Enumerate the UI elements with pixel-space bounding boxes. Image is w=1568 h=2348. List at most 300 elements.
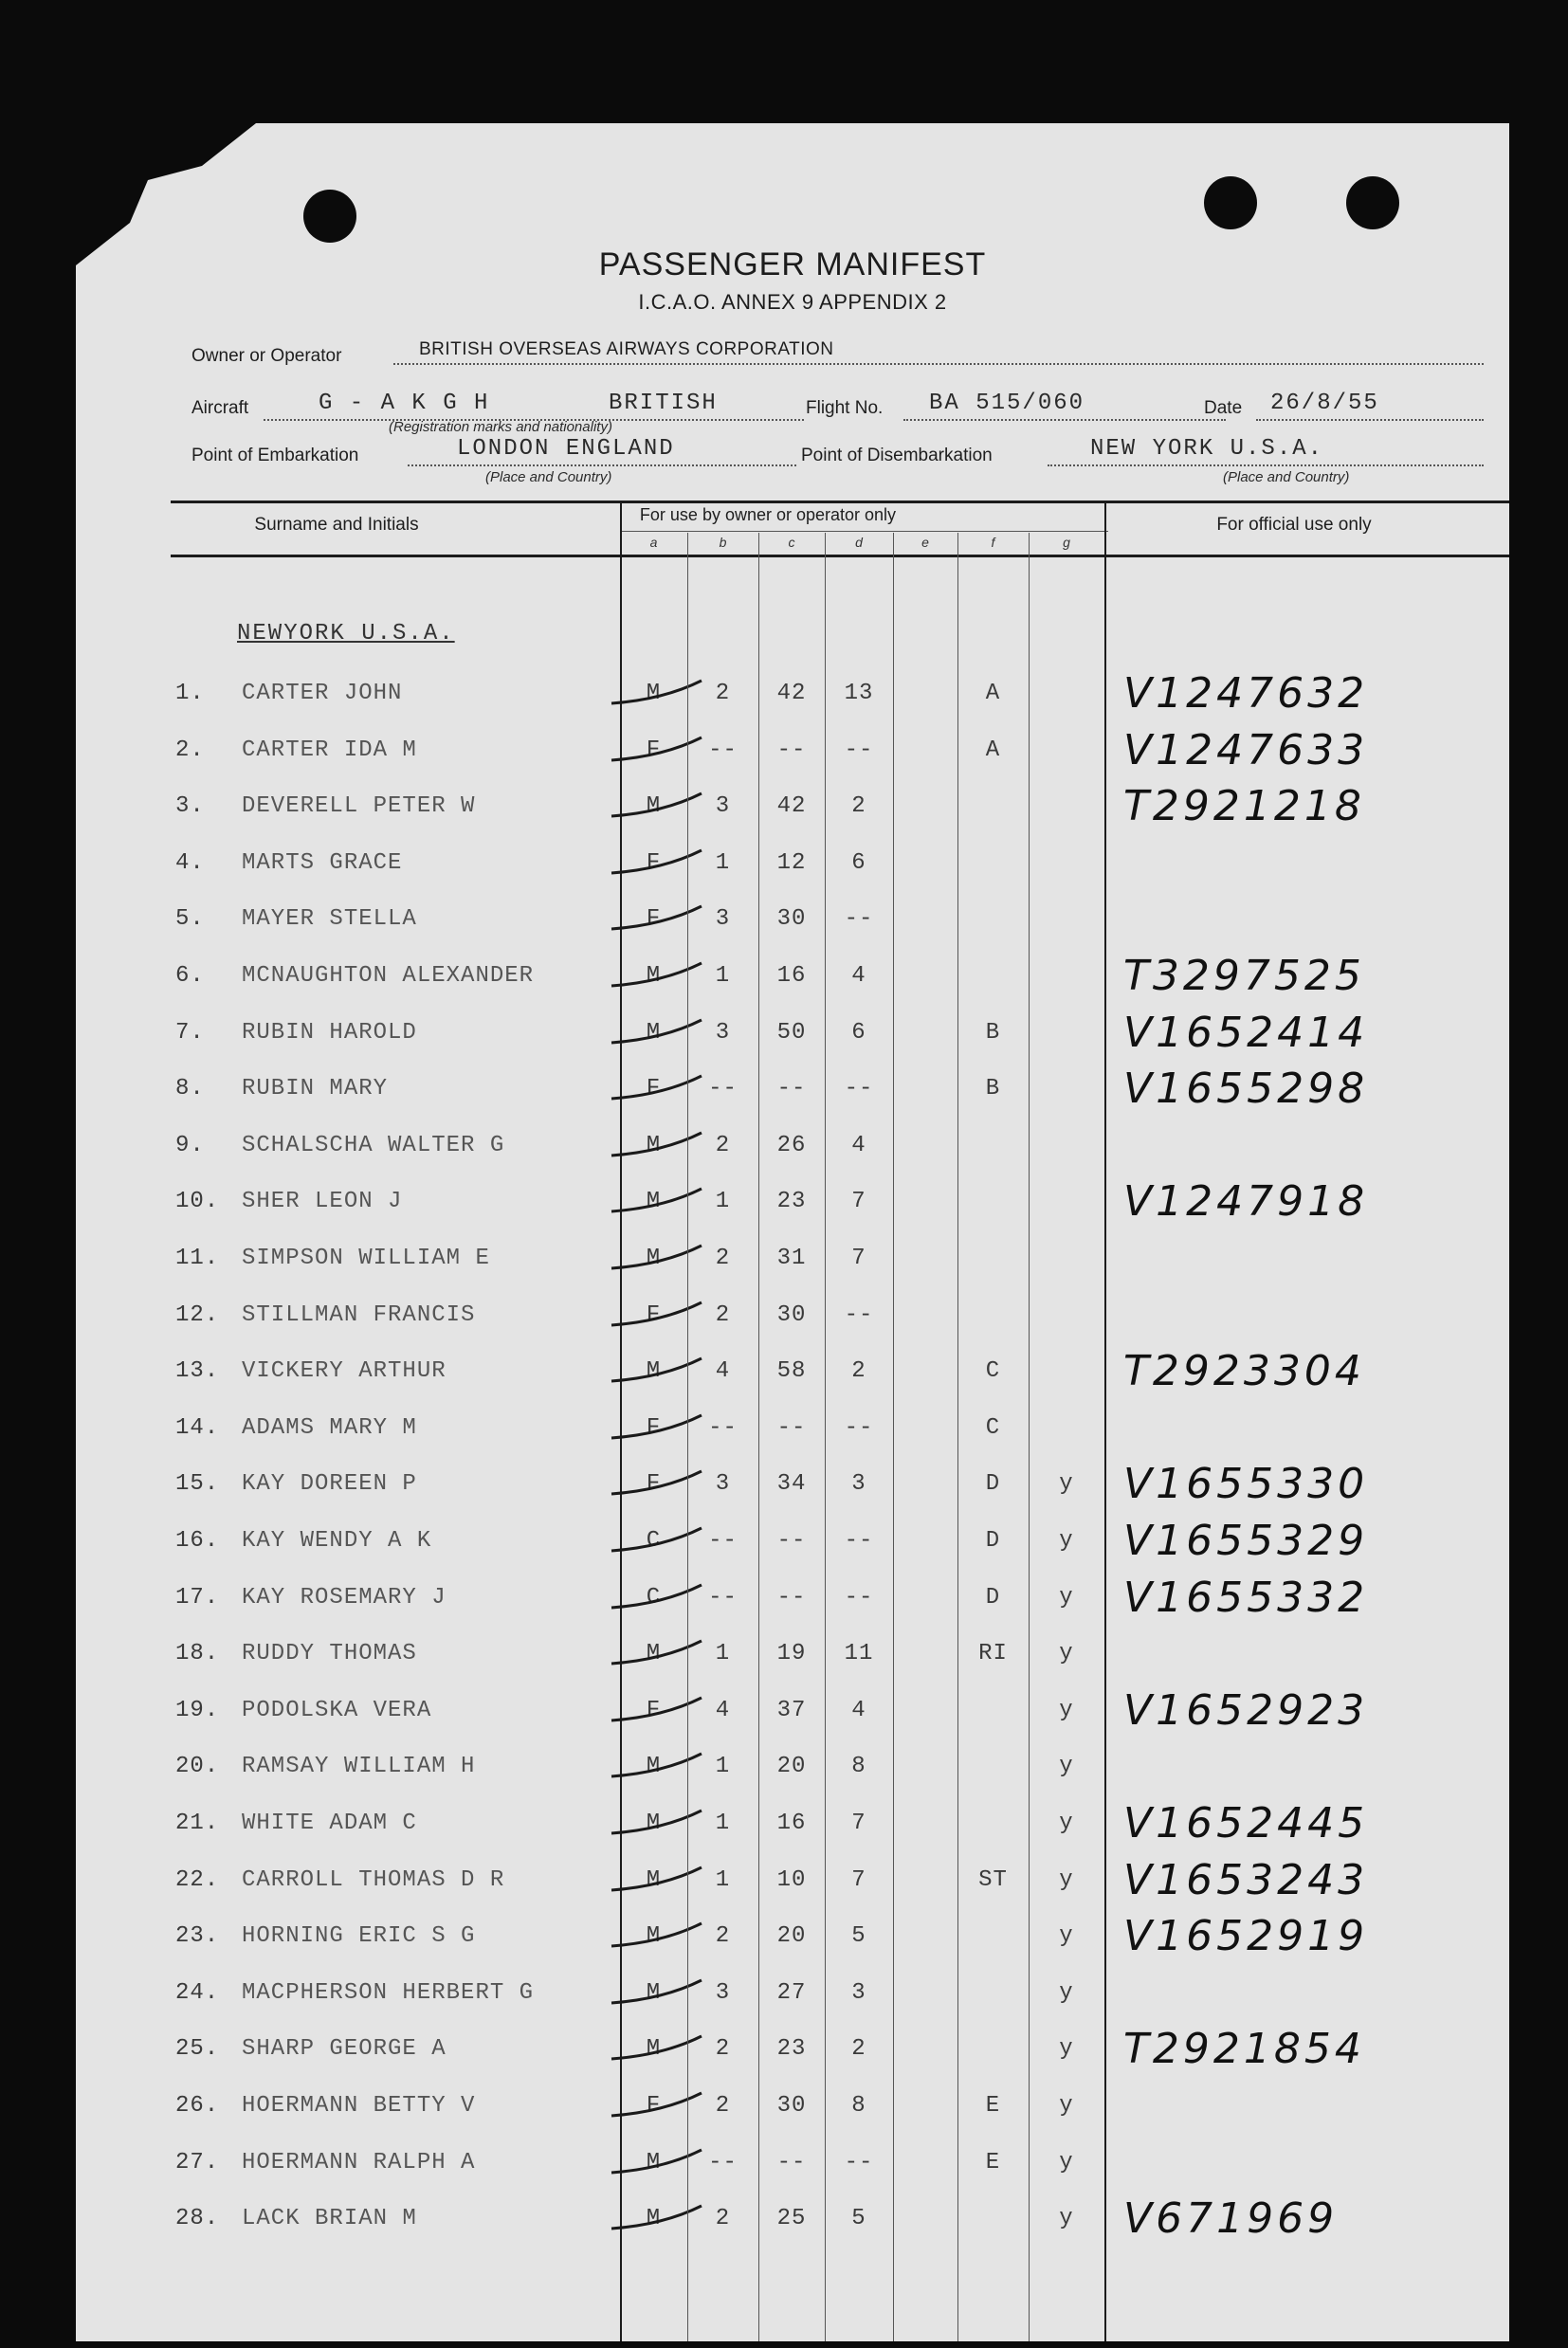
row-number: 3.: [175, 793, 205, 820]
row-number: 16.: [175, 1528, 220, 1554]
cell-g: y: [1059, 1811, 1074, 1836]
flight-number: BA 515/060: [929, 391, 1085, 416]
row-number: 1.: [175, 681, 205, 706]
table-row: [76, 1177, 1509, 1238]
cell-a: M: [646, 1189, 662, 1215]
cell-c: 30: [776, 906, 807, 933]
check-mark-icon: [607, 1805, 739, 1843]
official-entry-handwritten: V1247918: [1123, 1177, 1369, 1227]
aircraft-label: Aircraft: [191, 398, 249, 418]
cell-d: 2: [851, 2036, 866, 2063]
cell-d: --: [844, 1584, 874, 1611]
cell-d: 4: [851, 963, 866, 989]
cell-b: 4: [715, 1358, 731, 1385]
owner-value: BRITISH OVERSEAS AIRWAYS CORPORATION: [419, 339, 834, 359]
date-dots: [1256, 419, 1484, 421]
official-entry-handwritten: V1652445: [1123, 1799, 1369, 1847]
table-subcolumn-rule: [687, 533, 688, 2341]
passenger-name: MCNAUGHTON ALEXANDER: [242, 963, 535, 989]
passenger-name: SHARP GEORGE A: [242, 2036, 447, 2063]
cell-g: y: [1059, 1754, 1074, 1780]
row-number: 24.: [175, 1979, 220, 2006]
cell-a: F: [646, 1301, 662, 1328]
cell-d: 7: [851, 1189, 866, 1215]
official-entry-handwritten: V1655330: [1123, 1460, 1369, 1509]
passenger-name: RUBIN MARY: [242, 1076, 389, 1102]
table-row: [76, 2142, 1509, 2199]
table-row: [76, 2085, 1509, 2142]
cell-c: 27: [776, 1979, 807, 2006]
cell-a: M: [646, 1132, 662, 1158]
column-header-official: For official use only: [1216, 515, 1372, 535]
cell-f: A: [985, 681, 1001, 706]
cell-b: 2: [715, 681, 731, 706]
table-row: [76, 1799, 1509, 1860]
disembarkation-label: Point of Disembarkation: [801, 446, 993, 465]
passenger-name: CARTER JOHN: [242, 681, 403, 706]
row-number: 21.: [175, 1811, 220, 1836]
subcolumn-label-g: g: [1063, 535, 1070, 550]
cell-c: --: [776, 1528, 807, 1554]
cell-d: 8: [851, 2093, 866, 2119]
page-title: PASSENGER MANIFEST: [598, 246, 987, 282]
check-mark-icon: [607, 1522, 739, 1560]
official-entry-handwritten: V1247632: [1123, 669, 1369, 718]
cell-d: --: [844, 737, 874, 763]
cell-d: 11: [844, 1641, 874, 1667]
passenger-name: ADAMS MARY M: [242, 1414, 417, 1441]
cell-a: M: [646, 1246, 662, 1271]
cell-a: M: [646, 1754, 662, 1780]
row-number: 25.: [175, 2036, 220, 2063]
row-number: 7.: [175, 1019, 205, 1046]
disembarkation-value: NEW YORK U.S.A.: [1090, 436, 1324, 462]
cell-d: 5: [851, 1923, 866, 1950]
cell-d: 6: [851, 849, 866, 876]
check-mark-icon: [607, 1579, 739, 1617]
cell-d: 7: [851, 1866, 866, 1893]
table-subcolumn-rule: [825, 533, 826, 2341]
cell-c: 42: [776, 793, 807, 820]
cell-d: 8: [851, 1754, 866, 1780]
table-row: [76, 1460, 1509, 1520]
cell-c: 58: [776, 1358, 807, 1385]
cell-g: y: [1059, 1471, 1074, 1498]
row-number: 23.: [175, 1923, 220, 1950]
table-row: [76, 1125, 1509, 1182]
row-number: 27.: [175, 2149, 220, 2175]
cell-c: 12: [776, 849, 807, 876]
cell-d: --: [844, 1301, 874, 1328]
cell-d: 5: [851, 2206, 866, 2232]
check-mark-icon: [607, 1465, 739, 1503]
cell-a: C: [646, 1528, 662, 1554]
check-mark-icon: [607, 1183, 739, 1221]
check-mark-icon: [607, 1353, 739, 1391]
cell-g: y: [1059, 1641, 1074, 1667]
check-mark-icon: [607, 1240, 739, 1278]
cell-g: y: [1059, 1584, 1074, 1611]
aircraft-nationality: BRITISH: [609, 391, 718, 416]
cell-d: --: [844, 1414, 874, 1441]
official-entry-handwritten: V671969: [1123, 2194, 1339, 2244]
passenger-name: KAY ROSEMARY J: [242, 1584, 447, 1611]
owner-dots: [393, 363, 1484, 365]
table-row: [76, 1517, 1509, 1577]
cell-d: 6: [851, 1019, 866, 1046]
table-row: [76, 669, 1509, 730]
row-number: 18.: [175, 1641, 220, 1667]
cell-b: 3: [715, 906, 731, 933]
row-number: 22.: [175, 1866, 220, 1893]
cell-b: --: [708, 2149, 738, 2175]
cell-b: 2: [715, 1132, 731, 1158]
cell-d: 2: [851, 793, 866, 820]
table-row: [76, 899, 1509, 956]
cell-f: RI: [978, 1641, 1008, 1667]
cell-c: 10: [776, 1866, 807, 1893]
cell-b: --: [708, 1584, 738, 1611]
cell-c: 19: [776, 1641, 807, 1667]
cell-c: --: [776, 1414, 807, 1441]
embarkation-note: (Place and Country): [485, 469, 612, 485]
passenger-name: CARTER IDA M: [242, 737, 417, 763]
embarkation-label: Point of Embarkation: [191, 446, 359, 465]
passenger-name: PODOLSKA VERA: [242, 1697, 432, 1723]
subcolumn-label-e: e: [921, 535, 929, 550]
cell-a: M: [646, 1866, 662, 1893]
cell-a: F: [646, 1076, 662, 1102]
cell-b: 3: [715, 1979, 731, 2006]
row-number: 9.: [175, 1132, 205, 1158]
cell-a: F: [646, 1697, 662, 1723]
cell-f: C: [985, 1358, 1001, 1385]
cell-c: 26: [776, 1132, 807, 1158]
column-header-operator: For use by owner or operator only: [639, 505, 897, 524]
row-number: 4.: [175, 849, 205, 876]
cell-c: --: [776, 1076, 807, 1102]
cell-a: F: [646, 1414, 662, 1441]
row-number: 26.: [175, 2093, 220, 2119]
table-row: [76, 1065, 1509, 1125]
cell-c: 20: [776, 1923, 807, 1950]
passenger-name: VICKERY ARTHUR: [242, 1358, 447, 1385]
row-number: 6.: [175, 963, 205, 989]
cell-c: 23: [776, 2036, 807, 2063]
row-number: 5.: [175, 906, 205, 933]
cell-g: y: [1059, 2036, 1074, 2063]
cell-b: 3: [715, 793, 731, 820]
cell-f: B: [985, 1019, 1001, 1046]
column-header-name: Surname and Initials: [254, 515, 419, 535]
cell-b: --: [708, 1076, 738, 1102]
cell-f: ST: [978, 1866, 1008, 1893]
official-entry-handwritten: V1653243: [1123, 1855, 1369, 1904]
cell-b: 3: [715, 1019, 731, 1046]
cell-f: E: [985, 2093, 1001, 2119]
cell-a: M: [646, 1019, 662, 1046]
passenger-name: MACPHERSON HERBERT G: [242, 1979, 535, 2006]
flight-dots: [903, 419, 1226, 421]
date-value: 26/8/55: [1270, 391, 1379, 416]
punch-hole: [303, 190, 356, 243]
cell-b: 2: [715, 2036, 731, 2063]
check-mark-icon: [607, 2087, 739, 2125]
table-subcolumn-rule: [1029, 533, 1030, 2341]
cell-c: 50: [776, 1019, 807, 1046]
cell-b: --: [708, 1414, 738, 1441]
subcolumn-label-d: d: [855, 535, 863, 550]
cell-b: 1: [715, 963, 731, 989]
manifest-sheet: [76, 123, 1509, 2341]
row-number: 13.: [175, 1358, 220, 1385]
check-mark-icon: [607, 1862, 739, 1900]
subcolumn-label-a: a: [649, 535, 658, 550]
destination-heading: NEWYORK U.S.A.: [237, 621, 455, 646]
cell-d: 7: [851, 1246, 866, 1271]
cell-d: --: [844, 2149, 874, 2175]
check-mark-icon: [607, 2200, 739, 2238]
cell-a: M: [646, 1358, 662, 1385]
passenger-name: SHER LEON J: [242, 1189, 403, 1215]
passenger-name: STILLMAN FRANCIS: [242, 1301, 476, 1328]
punch-hole: [1346, 176, 1399, 229]
passenger-name: KAY WENDY A K: [242, 1528, 432, 1554]
owner-label: Owner or Operator: [191, 346, 342, 366]
passenger-name: RUDDY THOMAS: [242, 1641, 417, 1667]
row-number: 8.: [175, 1076, 205, 1102]
disembarkation-dots: [1048, 464, 1484, 466]
cell-b: 2: [715, 2206, 731, 2232]
cell-d: 4: [851, 1132, 866, 1158]
cell-b: 2: [715, 1301, 731, 1328]
official-entry-handwritten: T3297525: [1123, 952, 1365, 1000]
official-entry-handwritten: T2921218: [1123, 782, 1365, 831]
cell-f: D: [985, 1528, 1001, 1554]
table-row: [76, 1347, 1509, 1408]
cell-g: y: [1059, 2206, 1074, 2232]
check-mark-icon: [607, 901, 739, 938]
check-mark-icon: [607, 1410, 739, 1447]
check-mark-icon: [607, 1975, 739, 2012]
official-entry-handwritten: V1652919: [1123, 1912, 1369, 1961]
disembarkation-note: (Place and Country): [1223, 469, 1350, 485]
check-mark-icon: [607, 675, 739, 713]
table-row: [76, 782, 1509, 843]
table-row: [76, 952, 1509, 1012]
registration-note: (Registration marks and nationality): [389, 419, 612, 435]
cell-c: 16: [776, 1811, 807, 1836]
cell-d: 3: [851, 1471, 866, 1498]
check-mark-icon: [607, 732, 739, 770]
cell-g: y: [1059, 2149, 1074, 2175]
table-top-rule: [171, 501, 1509, 503]
official-entry-handwritten: V1655329: [1123, 1517, 1369, 1565]
table-row: [76, 1685, 1509, 1747]
row-number: 19.: [175, 1697, 220, 1723]
cell-b: 1: [715, 1866, 731, 1893]
check-mark-icon: [607, 845, 739, 883]
cell-c: 25: [776, 2206, 807, 2232]
cell-a: M: [646, 1811, 662, 1836]
passenger-name: HORNING ERIC S G: [242, 1923, 476, 1950]
aircraft-reg: G - A K G H: [319, 391, 490, 416]
official-entry-handwritten: V1655298: [1123, 1065, 1369, 1114]
cell-a: M: [646, 963, 662, 989]
row-number: 12.: [175, 1301, 220, 1328]
cell-a: M: [646, 2149, 662, 2175]
official-entry-handwritten: T2921854: [1123, 2025, 1365, 2074]
cell-c: 30: [776, 1301, 807, 1328]
cell-d: 7: [851, 1811, 866, 1836]
cell-f: D: [985, 1584, 1001, 1611]
cell-a: F: [646, 849, 662, 876]
table-row: [76, 2025, 1509, 2085]
passenger-name: SCHALSCHA WALTER G: [242, 1132, 505, 1158]
passenger-name: DEVERELL PETER W: [242, 793, 476, 820]
table-subcolumn-rule: [893, 533, 894, 2341]
passenger-name: RUBIN HAROLD: [242, 1019, 417, 1046]
table-row: [76, 1573, 1509, 1634]
passenger-name: SIMPSON WILLIAM E: [242, 1246, 490, 1271]
cell-d: 3: [851, 1979, 866, 2006]
row-number: 2.: [175, 737, 205, 763]
passenger-name: LACK BRIAN M: [242, 2206, 417, 2232]
passenger-name: CARROLL THOMAS D R: [242, 1866, 505, 1893]
cell-a: F: [646, 737, 662, 763]
cell-c: 31: [776, 1246, 807, 1271]
check-mark-icon: [607, 1127, 739, 1165]
table-header-rule: [171, 555, 1509, 557]
cell-g: y: [1059, 1866, 1074, 1893]
passenger-name: MARTS GRACE: [242, 849, 403, 876]
cell-g: y: [1059, 1923, 1074, 1950]
check-mark-icon: [607, 1692, 739, 1730]
subheader-rule: [620, 531, 1108, 532]
cell-d: --: [844, 1076, 874, 1102]
table-row: [76, 843, 1509, 900]
check-mark-icon: [607, 1070, 739, 1108]
passenger-name: MAYER STELLA: [242, 906, 417, 933]
cell-b: --: [708, 737, 738, 763]
cell-g: y: [1059, 1979, 1074, 2006]
check-mark-icon: [607, 1297, 739, 1335]
table-column-rule: [620, 502, 622, 2341]
cell-a: F: [646, 1471, 662, 1498]
check-mark-icon: [607, 1635, 739, 1673]
check-mark-icon: [607, 1918, 739, 1956]
cell-c: --: [776, 1584, 807, 1611]
cell-a: M: [646, 681, 662, 706]
cell-c: 34: [776, 1471, 807, 1498]
cell-b: 1: [715, 1754, 731, 1780]
table-subcolumn-rule: [957, 533, 958, 2341]
page-subtitle: I.C.A.O. ANNEX 9 APPENDIX 2: [638, 290, 947, 314]
passenger-name: RAMSAY WILLIAM H: [242, 1754, 476, 1780]
cell-d: --: [844, 1528, 874, 1554]
cell-f: D: [985, 1471, 1001, 1498]
cell-a: M: [646, 2036, 662, 2063]
row-number: 28.: [175, 2206, 220, 2232]
table-row: [76, 1295, 1509, 1352]
cell-a: M: [646, 793, 662, 820]
date-label: Date: [1204, 398, 1243, 418]
table-row: [76, 1238, 1509, 1295]
official-entry-handwritten: V1655332: [1123, 1573, 1369, 1622]
cell-f: E: [985, 2149, 1001, 2175]
cell-a: M: [646, 2206, 662, 2232]
passenger-name: KAY DOREEN P: [242, 1471, 417, 1498]
subcolumn-label-f: f: [991, 535, 995, 550]
row-number: 20.: [175, 1754, 220, 1780]
cell-a: F: [646, 906, 662, 933]
embarkation-value: LONDON ENGLAND: [457, 436, 675, 462]
table-row: [76, 1973, 1509, 2029]
row-number: 10.: [175, 1189, 220, 1215]
cell-f: B: [985, 1076, 1001, 1102]
cell-d: --: [844, 906, 874, 933]
official-entry-handwritten: V1652923: [1123, 1685, 1369, 1735]
cell-b: 2: [715, 1923, 731, 1950]
subcolumn-label-b: b: [719, 535, 727, 550]
subcolumn-label-c: c: [788, 535, 795, 550]
table-column-rule: [1104, 502, 1106, 2341]
cell-g: y: [1059, 1697, 1074, 1723]
cell-g: y: [1059, 1528, 1074, 1554]
passenger-name: HOERMANN BETTY V: [242, 2093, 476, 2119]
check-mark-icon: [607, 1014, 739, 1052]
cell-c: 37: [776, 1697, 807, 1723]
official-entry-handwritten: V1247633: [1123, 725, 1369, 774]
row-number: 14.: [175, 1414, 220, 1441]
cell-a: F: [646, 2093, 662, 2119]
table-row: [76, 1408, 1509, 1465]
passenger-name: HOERMANN RALPH A: [242, 2149, 476, 2175]
table-row: [76, 1855, 1509, 1917]
cell-f: A: [985, 737, 1001, 763]
row-number: 15.: [175, 1471, 220, 1498]
cell-b: 2: [715, 1246, 731, 1271]
table-row: [76, 1912, 1509, 1973]
cell-b: 4: [715, 1697, 731, 1723]
cell-b: 1: [715, 1189, 731, 1215]
cell-b: 3: [715, 1471, 731, 1498]
check-mark-icon: [607, 957, 739, 995]
check-mark-icon: [607, 2144, 739, 2182]
passenger-name: WHITE ADAM C: [242, 1811, 417, 1836]
check-mark-icon: [607, 1748, 739, 1786]
cell-c: 30: [776, 2093, 807, 2119]
cell-b: 1: [715, 1811, 731, 1836]
cell-d: 2: [851, 1358, 866, 1385]
cell-c: 20: [776, 1754, 807, 1780]
cell-c: 16: [776, 963, 807, 989]
cell-c: 23: [776, 1189, 807, 1215]
cell-b: 1: [715, 1641, 731, 1667]
cell-a: M: [646, 1923, 662, 1950]
cell-d: 13: [844, 681, 874, 706]
row-number: 11.: [175, 1246, 220, 1271]
cell-c: --: [776, 2149, 807, 2175]
cell-b: --: [708, 1528, 738, 1554]
official-entry-handwritten: V1652414: [1123, 1008, 1369, 1057]
cell-f: C: [985, 1414, 1001, 1441]
row-number: 17.: [175, 1584, 220, 1611]
cell-c: 42: [776, 681, 807, 706]
check-mark-icon: [607, 2030, 739, 2068]
punch-hole: [1204, 176, 1257, 229]
table-row: [76, 1633, 1509, 1690]
